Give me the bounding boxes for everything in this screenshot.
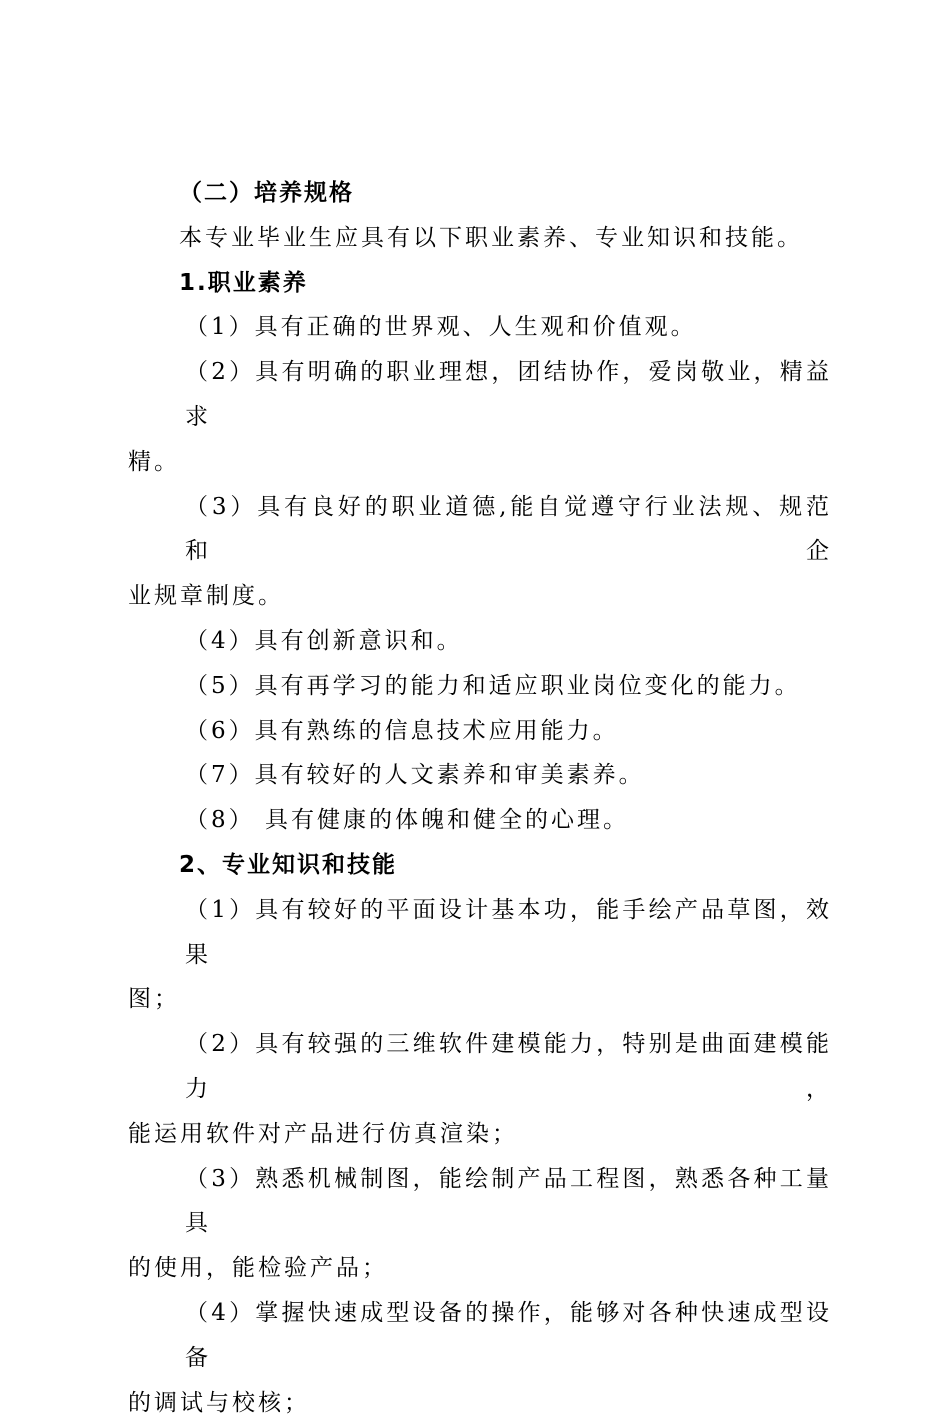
part1-item-3: （3）具有良好的职业道德,能自觉遵守行业法规、规范和企 [185,493,832,565]
part2-item-1-continuation: 图； [128,986,180,1013]
part1-item-2-continuation: 精。 [128,448,180,475]
part2-item-2-continuation: 能运用软件对产品进行仿真渲染； [128,1120,518,1147]
part2-item-3-continuation: 的使用，能检验产品； [128,1255,388,1282]
part2-item-4-continuation: 的调试与校核； [128,1389,310,1416]
part1-item-1: （1）具有正确的世界观、人生观和价值观。 [185,314,697,341]
part2-item-2: （2）具有较强的三维软件建模能力，特别是曲面建模能力， [185,1031,832,1102]
part1-item-7: （7）具有较好的人文素养和审美素养。 [185,762,645,789]
part2-item-4: （4）掌握快速成型设备的操作，能够对各种快速成型设备 [185,1299,832,1371]
part1-title: 1.职业素养 [179,269,308,296]
section-title: （二）培养规格 [179,180,354,206]
part1-item-3-continuation: 业规章制度。 [128,583,284,610]
part2-item-3: （3）熟悉机械制图，能绘制产品工程图，熟悉各种工量具 [185,1165,832,1237]
document-body [128,171,832,1425]
part1-item-2: （2）具有明确的职业理想，团结协作，爱岗敬业，精益求 [185,359,832,430]
part1-item-8: （8） 具有健康的体魄和健全的心理。 [185,807,629,834]
part1-item-6: （6）具有熟练的信息技术应用能力。 [185,717,619,744]
part1-item-5: （5）具有再学习的能力和适应职业岗位变化的能力。 [185,672,801,699]
part2-item-1: （1）具有较好的平面设计基本功，能手绘产品草图，效果 [185,896,832,968]
part2-title: 2、专业知识和技能 [179,851,398,878]
intro-paragraph: 本专业毕业生应具有以下职业素养、专业知识和技能。 [179,224,803,251]
part1-item-4: （4）具有创新意识和。 [185,627,463,654]
